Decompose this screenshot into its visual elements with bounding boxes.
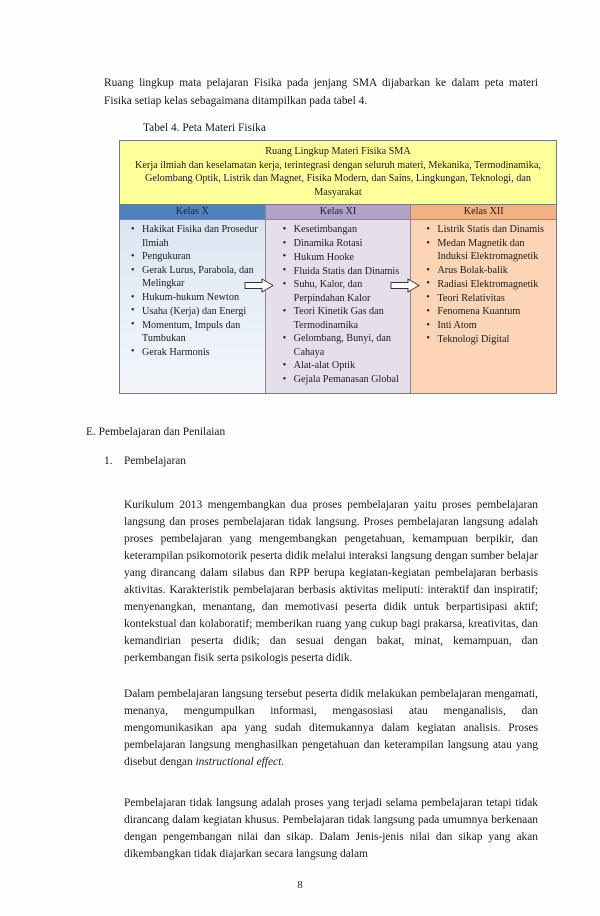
list-item: • Dinamika Rotasi xyxy=(294,237,407,250)
table-columns xyxy=(120,205,556,393)
list-item: • Gelombang, Bunyi, dan Cahaya xyxy=(294,332,407,359)
paragraph-2-text: Dalam pembelajaran langsung tersebut peserta didik melakukan pembelajaran mengamati, menanya, mengumpulkan informasi, mengasosiasi atau menganalisis, dan mengomunikasikan apa yang sudah ditemukannya dalam kegiatan analisis. Proses pembelajaran langsung menghasilkan pengetahuan dan keterampilan langsung atau yang disebut dengan xyxy=(124,688,538,769)
list-item: • Hukum Hooke xyxy=(294,251,407,264)
subsection-number: 1. xyxy=(104,455,113,467)
topic-list-kelas-xi xyxy=(268,223,407,386)
column-header-kelas-xii: Kelas XII xyxy=(411,205,556,220)
page-number: 8 xyxy=(297,880,303,891)
column-kelas-xi xyxy=(265,205,411,393)
topic-list-kelas-x xyxy=(122,223,261,359)
list-item: • Fluida Statis dan Dinamis xyxy=(294,265,407,278)
banner-subtitle: Kerja ilmiah dan keselamatan kerja, terintegrasi dengan seluruh materi, Mekanika, Termodinamika, Gelombang Optik, Listrik dan Magnet, Fisika Modern, dan Sains, Lingkungan, Teknologi, dan Masyarakat xyxy=(135,159,541,198)
section-letter: E. xyxy=(86,426,96,438)
subsection-title: Pembelajaran xyxy=(124,455,186,467)
list-item: • Kesetimbangan xyxy=(294,223,407,236)
column-kelas-x xyxy=(120,205,265,393)
list-item: • Momentum, Impuls dan Tumbukan xyxy=(142,319,261,346)
list-item: • Arus Bolak-balik xyxy=(437,264,552,277)
body-paragraph-1: Kurikulum 2013 mengembangkan dua proses pembelajaran yaitu proses pembelajaran langsung dan proses pembelajaran tidak langsung. Proses pembelajaran langsung adalah proses pembelajaran yang mengembangkan pengetahuan, kemampuan berpikir, dan keterampilan psikomotorik peserta didik melalui interaksi langsung dengan sumber belajar yang dirancang dalam silabus dan RPP berupa kegiatan-kegiatan pembelajaran berbasis aktivitas. Karakteristik pembelajaran berbasis aktivitas meliputi: interaktif dan inspiratif; menyenangkan, menantang, dan memotivasi peserta didik untuk berpartisipasi aktif; kontekstual dan kolaboratif; memberikan ruang yang cukup bagi prakarsa, kreativitas, dan kemandirian peserta didik; dan sesuai dengan bakat, minat, kemampuan, dan perkembangan fisik serta psikologis peserta didik. xyxy=(124,499,538,665)
list-item: • Hakikat Fisika dan Prosedur Ilmiah xyxy=(142,223,261,250)
table-banner xyxy=(120,141,556,205)
column-body-kelas-xii xyxy=(411,220,556,393)
body-paragraph-3: Pembelajaran tidak langsung adalah proses yang terjadi selama pembelajaran tetapi tidak dirancang dalam kegiatan khusus. Pembelajaran tidak langsung pada umumnya berkenaan dengan pengembangan nilai dan sikap. Dalam Jenis-jenis nilai dan sikap yang akan dikembangkan tidak diajarkan secara langsung dalam xyxy=(124,797,538,861)
list-item: • Inti Atom xyxy=(437,319,552,332)
list-item: • Medan Magnetik dan Induksi Elektromagnetik xyxy=(437,237,552,264)
column-header-kelas-x: Kelas X xyxy=(120,205,265,220)
list-item: • Suhu, Kalor, dan Perpindahan Kalor xyxy=(294,278,407,305)
list-item: • Gerak Harmonis xyxy=(142,346,261,359)
list-item: • Alat-alat Optik xyxy=(294,359,407,372)
italic-term: instructional effect xyxy=(195,756,282,769)
column-header-kelas-xi: Kelas XI xyxy=(266,205,411,220)
list-item: • Listrik Statis dan Dinamis xyxy=(437,223,552,236)
list-item: • Hukum-hukum Newton xyxy=(142,291,261,304)
list-item: • Gejala Pemanasan Global xyxy=(294,373,407,386)
intro-paragraph: Ruang lingkup mata pelajaran Fisika pada jenjang SMA dijabarkan ke dalam peta materi Fisika setiap kelas sebagaimana ditampilkan pada tabel 4. xyxy=(104,77,538,107)
paragraph-2-tail: . xyxy=(281,756,285,769)
section-title: Pembelajaran dan Penilaian xyxy=(98,426,226,438)
list-item: • Gerak Lurus, Parabola, dan Melingkar xyxy=(142,264,261,291)
peta-materi-fisika-table xyxy=(119,140,557,394)
column-kelas-xii xyxy=(410,205,556,393)
list-item: • Fenomena Kuantum xyxy=(437,305,552,318)
list-item: • Radiasi Elektromagnetik xyxy=(437,278,552,291)
section-heading xyxy=(86,426,225,438)
topic-list-kelas-xii xyxy=(413,223,552,346)
body-paragraph-2 xyxy=(124,686,538,771)
banner-title: Ruang Lingkup Materi Fisika SMA xyxy=(265,146,411,157)
column-body-kelas-x xyxy=(120,220,265,393)
list-item: • Teori Kinetik Gas dan Termodinamika xyxy=(294,305,407,332)
subsection-heading xyxy=(104,455,186,467)
column-body-kelas-xi xyxy=(266,220,411,393)
list-item: • Teori Relativitas xyxy=(437,292,552,305)
table-caption: Tabel 4. Peta Materi Fisika xyxy=(143,122,266,134)
list-item: • Pengukuran xyxy=(142,250,261,263)
list-item: • Teknologi Digital xyxy=(437,333,552,346)
list-item: • Usaha (Kerja) dan Energi xyxy=(142,305,261,318)
